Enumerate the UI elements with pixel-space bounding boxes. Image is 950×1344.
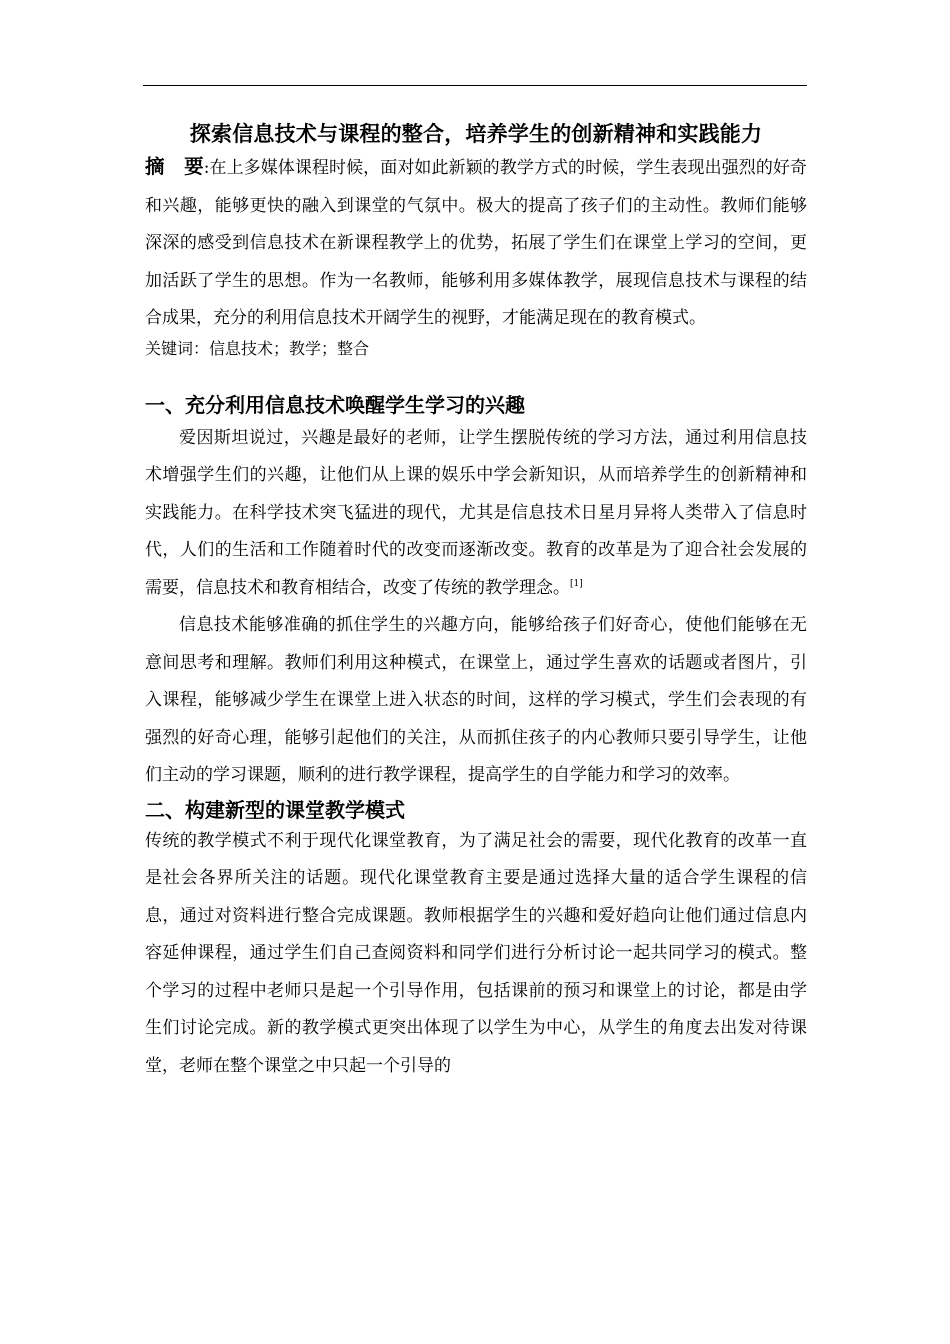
keywords: 关键词：信息技术；教学；整合 (145, 338, 370, 358)
abstract-label: 摘 要 (145, 155, 204, 178)
section-1-paragraph-1-text: 爱因斯坦说过，兴趣是最好的老师，让学生摆脱传统的学习方法，通过利用信息技术增强学生们的兴趣，让他们从上课的娱乐中学会新知识，从而培养学生的创新精神和实践能力。在科学技术突飞猛进的现代，尤其是信息技术日星月异将人类带入了信息时代，人们的生活和工作随着时代的改变而逐渐改变。教育的改革是为了迎合社会发展的需要，信息技术和教育相结合，改变了传统的教学理念。 (145, 427, 807, 598)
section-1-paragraph-1 (145, 420, 807, 608)
section-2-heading: 二、构建新型的课堂教学模式 (145, 797, 405, 822)
section-2-paragraph-1: 传统的教学模式不利于现代化课堂教育，为了满足社会的需要，现代化教育的改革一直是社会各界所关注的话题。现代化课堂教育主要是通过选择大量的适合学生课程的信息，通过对资料进行整合完成课题。教师根据学生的兴趣和爱好趋向让他们通过信息内容延伸课程，通过学生们自己查阅资料和同学们进行分析讨论一起共同学习的模式。整个学习的过程中老师只是起一个引导作用，包括课前的预习和课堂上的讨论，都是由学生们讨论完成。新的教学模式更突出体现了以学生为中心，从学生的角度去出发对待课堂，老师在整个课堂之中只起一个引导的 (145, 830, 807, 1076)
section-1-heading: 一、充分利用信息技术唤醒学生学习的兴趣 (145, 392, 525, 417)
abstract (145, 148, 807, 338)
section-1-paragraph-2: 信息技术能够准确的抓住学生的兴趣方向，能够给孩子们好奇心，使他们能够在无意间思考和理解。教师们利用这种模式，在课堂上，通过学生喜欢的话题或者图片，引入课程，能够减少学生在课堂上进入状态的时间，这样的学习模式，学生们会表现的有强烈的好奇心理，能够引起他们的关注，从而抓住孩子的内心教师只要引导学生，让他们主动的学习课题，顺利的进行教学课程，提高学生的自学能力和学习的效率。 (145, 615, 807, 785)
abstract-text: :在上多媒体课程时候，面对如此新颖的教学方式的时候，学生表现出强烈的好奇和兴趣，能够更快的融入到课堂的气氛中。极大的提高了孩子们的主动性。教师们能够深深的感受到信息技术在新课程教学上的优势，拓展了学生们在课堂上学习的空间，更加活跃了学生的思想。作为一名教师，能够利用多媒体教学，展现信息技术与课程的结合成果，充分的利用信息技术开阔学生的视野，才能满足现在的教育模式。 (145, 158, 807, 328)
citation-ref: [1] (570, 578, 583, 589)
document-title: 探索信息技术与课程的整合，培养学生的创新精神和实践能力 (189, 122, 763, 146)
header-rule (143, 85, 807, 86)
document-body (145, 118, 807, 1085)
